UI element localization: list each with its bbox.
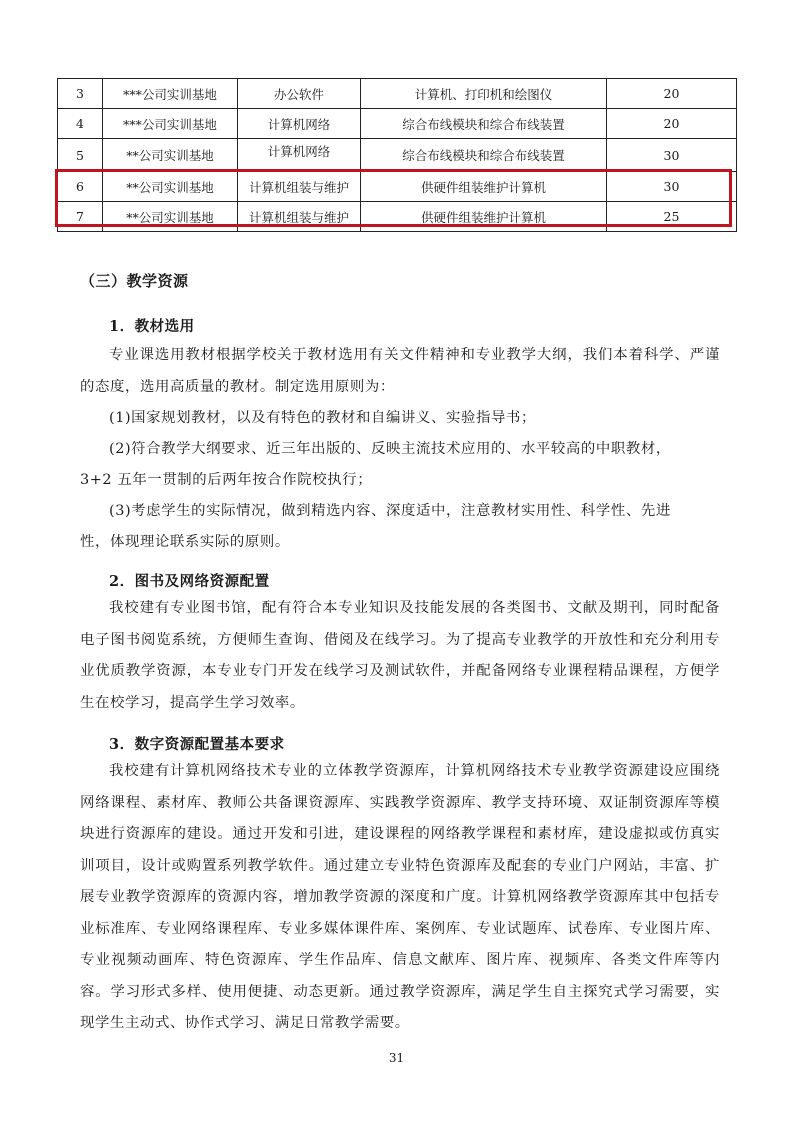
- device-description: 供硬件组装维护计算机: [361, 172, 607, 202]
- base-name: ***公司实训基地: [103, 109, 238, 139]
- base-name: **公司实训基地: [103, 139, 238, 172]
- station-count: 30: [607, 172, 737, 202]
- textbook-intro-paragraph: 专业课选用教材根据学校关于教材选用有关文件精神和专业教学大纲，我们本着科学、严谨的态度，选用高质量的教材。制定选用原则为：: [80, 347, 720, 395]
- training-base-table: [57, 78, 737, 232]
- textbook-principle-3-continued: 性，体现理论联系实际的原则。: [80, 534, 290, 550]
- station-count: 20: [607, 109, 737, 139]
- section-title: （三）教学资源: [80, 272, 189, 290]
- textbook-principle-1: (1)国家规划教材，以及有特色的教材和自编讲义、实验指导书；: [109, 410, 536, 426]
- textbook-principle-2-continued: 3+2 五年一贯制的后两年按合作院校执行；: [80, 472, 373, 488]
- table-row: [58, 139, 737, 172]
- table-row: [58, 172, 737, 202]
- table-row: [58, 202, 737, 232]
- station-count: 20: [607, 79, 737, 109]
- subsection-heading-library: 2．图书及网络资源配置: [109, 573, 270, 590]
- base-name: ***公司实训基地: [103, 79, 238, 109]
- station-count: 25: [607, 202, 737, 232]
- page-number: 31: [388, 1051, 405, 1065]
- course-name: 计算机组装与维护: [238, 172, 361, 202]
- base-name: **公司实训基地: [103, 202, 238, 232]
- station-count: 30: [607, 139, 737, 172]
- digital-resources-paragraph: 我校建有计算机网络技术专业的立体教学资源库，计算机网络技术专业教学资源建设应围绕网络课程、素材库、教师公共备课资源库、实践教学资源库、教学支持环境、双证制资源库等模块进行资源库的建设。通过开发和引进，建设课程的网络教学课程和素材库，建设虚拟或仿真实训项目，设计或购置系列教学软件。通过建立专业特色资源库及配套的专业门户网站，丰富、扩展专业教学资源库的资源内容，增加教学资源的深度和广度。计算机网络教学资源库其中包括专业标准库、专业网络课程库、专业多媒体课件库、案例库、专业试题库、试卷库、专业图片库、专业视频动画库、特色资源库、学生作品库、信息文献库、图片库、视频库、各类文件库等内容。学习形式多样、使用便捷、动态更新。通过教学资源库，满足学生自主探究式学习需要，实现学生主动式、协作式学习、满足日常教学需要。: [80, 763, 720, 1031]
- row-number: 3: [58, 79, 103, 109]
- table-row: [58, 109, 737, 139]
- course-name: 计算机网络: [238, 139, 361, 172]
- device-description: 供硬件组装维护计算机: [361, 202, 607, 232]
- base-name: **公司实训基地: [103, 172, 238, 202]
- device-description: 计算机、打印机和绘图仪: [361, 79, 607, 109]
- course-name: 计算机组装与维护: [238, 202, 361, 232]
- row-number: 4: [58, 109, 103, 139]
- table-row: [58, 79, 737, 109]
- textbook-principle-3: (3)考虑学生的实际情况，做到精选内容、深度适中，注意教材实用性、科学性、先进: [109, 503, 671, 519]
- device-description: 综合布线模块和综合布线装置: [361, 109, 607, 139]
- subsection-heading-textbooks: 1．教材选用: [109, 318, 195, 335]
- row-number: 6: [58, 172, 103, 202]
- device-description: 综合布线模块和综合布线装置: [361, 139, 607, 172]
- textbook-principle-2: (2)符合教学大纲要求、近三年出版的、反映主流技术应用的、水平较高的中职教材，: [109, 441, 671, 457]
- library-paragraph: 我校建有专业图书馆，配有符合本专业知识及技能发展的各类图书、文献及期刊，同时配备电子图书阅览系统，方便师生查询、借阅及在线学习。为了提高专业教学的开放性和充分利用专业优质教学资源，本专业专门开发在线学习及测试软件，并配备网络专业课程精品课程，方便学生在校学习，提高学生学习效率。: [80, 600, 720, 711]
- row-number: 5: [58, 139, 103, 172]
- course-name: 办公软件: [238, 79, 361, 109]
- row-number: 7: [58, 202, 103, 232]
- subsection-heading-digital: 3．数字资源配置基本要求: [109, 736, 285, 753]
- course-name: 计算机网络: [238, 109, 361, 139]
